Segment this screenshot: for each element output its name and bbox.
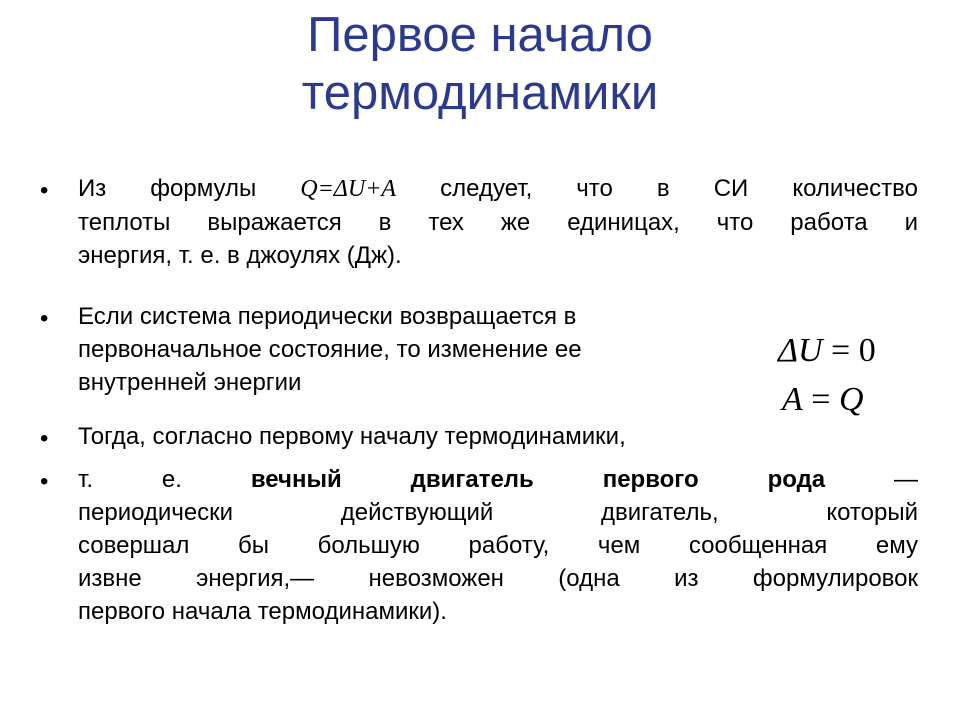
bullet-4-line-1: т. е. вечный двигатель первого рода — (78, 466, 919, 493)
bullet-2-line-2: первоначальное состояние, то изменение ее (78, 336, 582, 363)
formula-a-equals-q: A = Q (782, 381, 864, 418)
bullet-4 (78, 463, 918, 628)
bullet-marker: • (40, 468, 49, 495)
title-line-2: термодинамики (301, 66, 659, 120)
bullet-4-line-2: периодически действующий двигатель, который (78, 499, 918, 526)
bullet-2 (78, 300, 778, 399)
formula-delta-u-zero: ΔU = 0 (778, 332, 876, 369)
bullet-marker: • (40, 425, 49, 452)
bullet-1-line-1: Из формулы Q=ΔU+A следует, что в СИ количество (78, 175, 918, 202)
bullet-marker: • (40, 177, 49, 204)
bullet-1-line-3: энергия, т. е. в джоулях (Дж). (78, 242, 402, 269)
bullet-2-line-3: внутренней энергии (78, 369, 302, 396)
bullet-1 (78, 172, 918, 272)
title-line-1: Первое начало (307, 8, 653, 62)
bullet-3-line-1: Тогда, согласно первому началу термодинамики, (78, 423, 626, 450)
formula-q-du-a: Q=ΔU+A (300, 176, 397, 202)
bullet-1-line-2: теплоты выражается в тех же единицах, что работа и (78, 209, 918, 236)
bullet-marker: • (40, 305, 49, 332)
bullet-4-line-3: совершал бы большую работу, чем сообщенная ему (78, 532, 918, 559)
bullet-4-line-5: первого начала термодинамики). (78, 598, 447, 625)
bullet-3 (78, 420, 838, 453)
bullet-4-line-4: извне энергия,— невозможен (одна из формулировок (78, 565, 918, 592)
bullet-2-line-1: Если система периодически возвращается в (78, 303, 577, 330)
